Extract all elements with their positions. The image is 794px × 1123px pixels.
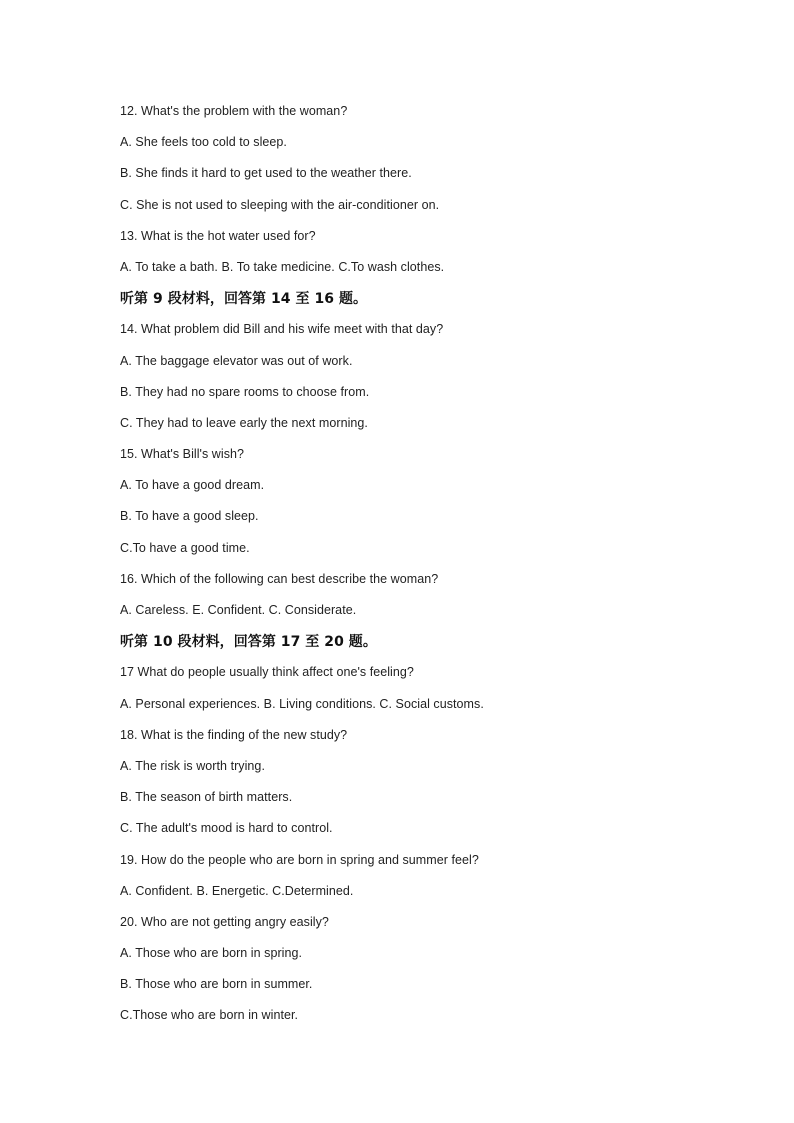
text-line: A. Careless. E. Confident. C. Considerate. — [120, 603, 357, 617]
text-line: 13. What is the hot water used for? — [120, 228, 316, 243]
text-line: 16. Which of the following can best describe the woman? — [120, 571, 439, 586]
text-line: B. To have a good sleep. — [120, 509, 259, 524]
text-line: 14. What problem did Bill and his wife meet with that day? — [120, 322, 444, 337]
text-line: A. To have a good dream. — [120, 478, 265, 493]
text-line: 17 What do people usually think affect one's feeling? — [120, 665, 414, 680]
text-line: 20. Who are not getting angry easily? — [120, 914, 329, 929]
text-line: A. Confident. B. Energetic. C.Determined. — [120, 883, 354, 898]
text-line: 19. How do the people who are born in spring and summer feel? — [120, 852, 479, 867]
text-line: A. She feels too cold to sleep. — [120, 135, 287, 150]
text-line: A. The baggage elevator was out of work. — [120, 353, 353, 368]
text-line: 15. What's Bill's wish? — [120, 447, 245, 462]
text-line: C. They had to leave early the next morning. — [120, 415, 368, 430]
text-line: B. She finds it hard to get used to the weather there. — [120, 166, 412, 181]
question-list — [120, 101, 720, 1037]
section-heading: 听第 10 段材料，回答第 17 至 20 题。 — [120, 634, 377, 651]
text-line: 12. What's the problem with the woman? — [120, 104, 348, 118]
text-line: B. Those who are born in summer. — [120, 977, 313, 992]
text-line: C. She is not used to sleeping with the air-conditioner on. — [120, 197, 440, 212]
text-line: B. The season of birth matters. — [120, 790, 293, 805]
text-line: A. The risk is worth trying. — [120, 758, 265, 773]
text-line: 18. What is the finding of the new study? — [120, 727, 348, 742]
text-line: A. Personal experiences. B. Living conditions. C. Social customs. — [120, 696, 484, 711]
text-line: C.To have a good time. — [120, 540, 250, 555]
text-line: B. They had no spare rooms to choose from. — [120, 384, 370, 399]
text-line: C.Those who are born in winter. — [120, 1008, 299, 1023]
text-line: C. The adult's mood is hard to control. — [120, 821, 333, 836]
text-line: A. To take a bath. B. To take medicine. C.To wash clothes. — [120, 259, 445, 274]
text-line: A. Those who are born in spring. — [120, 946, 303, 961]
section-heading: 听第 9 段材料，回答第 14 至 16 题。 — [120, 291, 368, 308]
